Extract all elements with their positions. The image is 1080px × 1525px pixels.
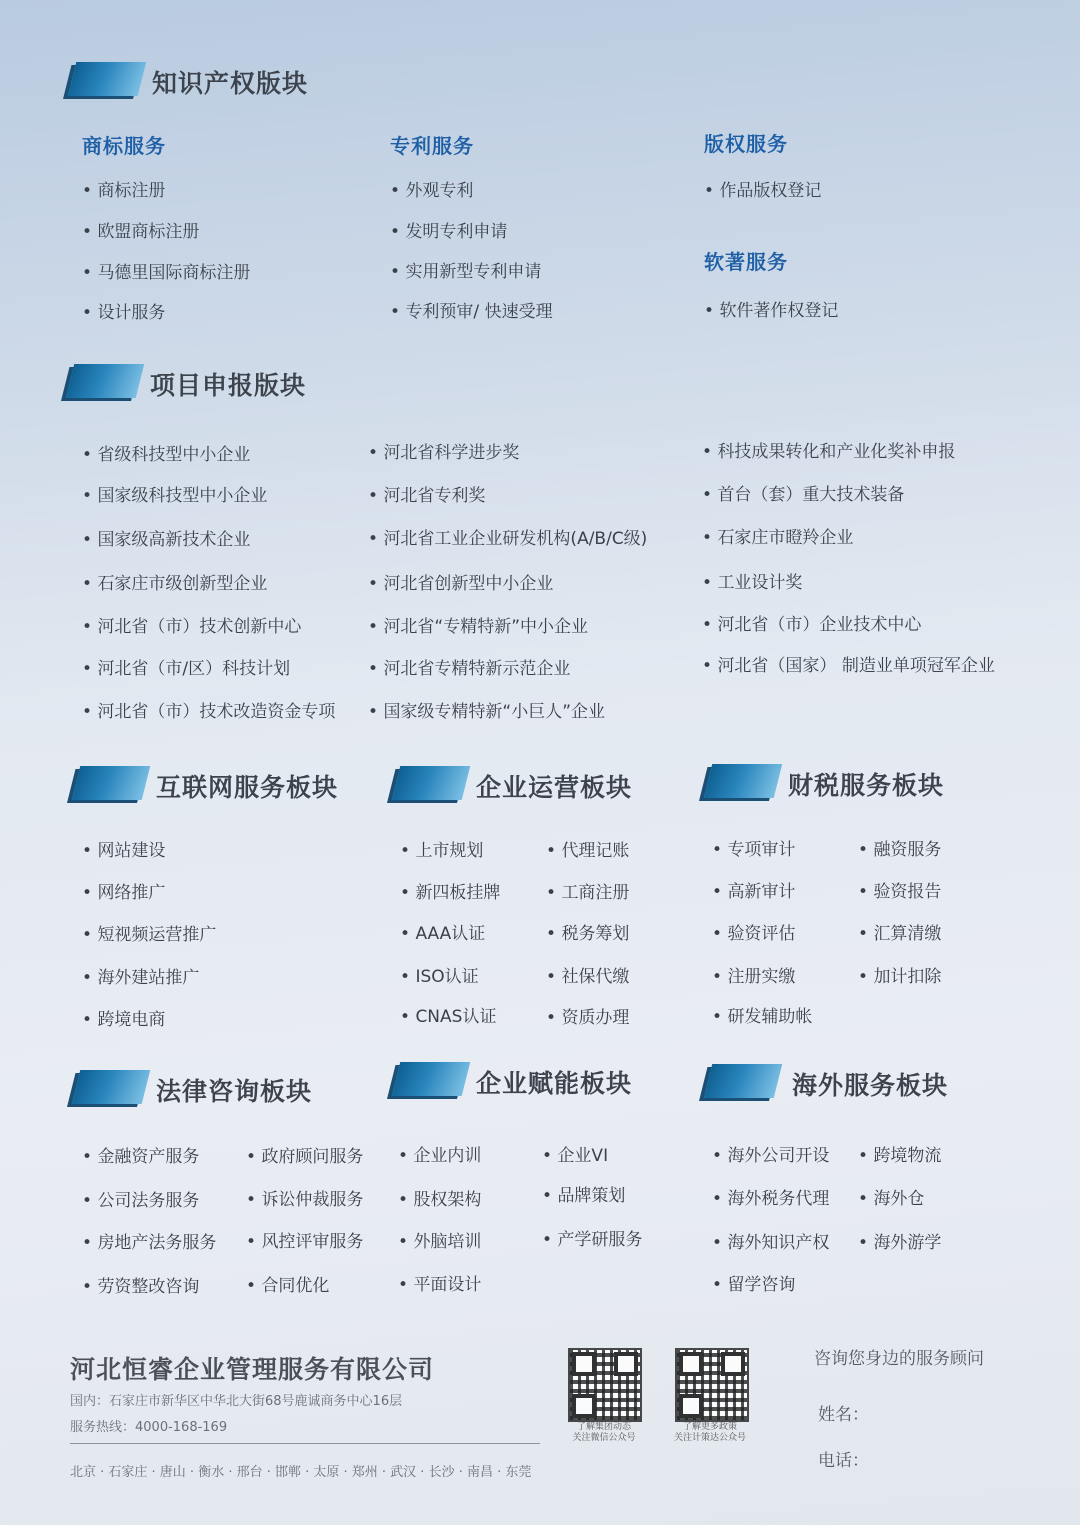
subsection-title-software: 软著服务 xyxy=(704,250,788,274)
qr-caption-policy: 了解更多政策 关注计策达公众号 xyxy=(673,1422,746,1443)
section-title: 企业运营板块 xyxy=(476,773,633,802)
section-title: 海外服务板块 xyxy=(792,1071,949,1100)
list-item: • 验资报告 xyxy=(858,877,941,902)
list-item: • 海外税务代理 xyxy=(712,1184,829,1209)
list-item: • 河北省（市/区）科技计划 xyxy=(82,654,290,679)
list-item: • 股权架构 xyxy=(398,1185,481,1210)
list-item: • 代理记账 xyxy=(546,836,629,861)
list-item: • 跨境物流 xyxy=(858,1141,941,1166)
list-item: • 工商注册 xyxy=(546,878,629,903)
list-item: • 设计服务 xyxy=(82,298,165,323)
list-item: • 科技成果转化和产业化奖补申报 xyxy=(702,437,955,462)
list-item: • 发明专利申请 xyxy=(390,217,507,242)
list-item: • 留学咨询 xyxy=(712,1270,795,1295)
section-banner-icon xyxy=(392,766,470,800)
section-title: 财税服务板块 xyxy=(788,771,945,800)
section-banner-icon xyxy=(704,1064,782,1098)
list-item: • 实用新型专利申请 xyxy=(390,257,541,282)
list-item: • 劳资整改咨询 xyxy=(82,1272,199,1297)
section-title: 互联网服务板块 xyxy=(156,773,339,802)
list-item: • AAA认证 xyxy=(400,919,485,944)
section-banner-icon xyxy=(66,364,144,398)
list-item: • 海外游学 xyxy=(858,1228,941,1253)
list-item: • 海外知识产权 xyxy=(712,1228,829,1253)
list-item: • 河北省（市）企业技术中心 xyxy=(702,610,921,635)
list-item: • 平面设计 xyxy=(398,1270,481,1295)
list-item: • 河北省（市）技术改造资金专项 xyxy=(82,697,335,722)
list-item: • 企业VI xyxy=(542,1141,608,1166)
list-item: • 社保代缴 xyxy=(546,962,629,987)
list-item: • 研发辅助帐 xyxy=(712,1002,812,1027)
section-banner-icon xyxy=(68,62,146,96)
list-item: • 房地产法务服务 xyxy=(82,1228,216,1253)
list-item: • 商标注册 xyxy=(82,176,165,201)
qr-code-wechat[interactable] xyxy=(568,1348,642,1422)
subsection-title-copyright: 版权服务 xyxy=(704,132,788,156)
list-item: • 资质办理 xyxy=(546,1003,629,1028)
list-item: • 跨境电商 xyxy=(82,1005,165,1030)
list-item: • 海外公司开设 xyxy=(712,1141,829,1166)
qr-code-policy[interactable] xyxy=(675,1348,749,1422)
list-item: • 注册实缴 xyxy=(712,962,795,987)
list-item: • 汇算清缴 xyxy=(858,919,941,944)
company-address: 国内：石家庄市新华区中华北大街68号鹿诚商务中心16层 xyxy=(70,1394,403,1409)
subsection-title-patent: 专利服务 xyxy=(390,134,474,158)
list-item: • 验资评估 xyxy=(712,919,795,944)
list-item: • 税务筹划 xyxy=(546,919,629,944)
consult-advisor-label: 咨询您身边的服务顾问 xyxy=(814,1349,984,1369)
list-item: • 作品版权登记 xyxy=(704,176,821,201)
service-hotline: 服务热线：4000-168-169 xyxy=(70,1420,228,1435)
list-item: • 河北省科学进步奖 xyxy=(368,438,519,463)
list-item: • 政府顾问服务 xyxy=(246,1142,363,1167)
list-item: • 融资服务 xyxy=(858,835,941,860)
list-item: • 软件著作权登记 xyxy=(704,296,838,321)
list-item: • 新四板挂牌 xyxy=(400,878,500,903)
list-item: • CNAS认证 xyxy=(400,1002,496,1027)
subsection-title-trademark: 商标服务 xyxy=(82,134,166,158)
footer-divider xyxy=(70,1443,540,1444)
list-item: • 高新审计 xyxy=(712,877,795,902)
list-item: • 海外仓 xyxy=(858,1184,924,1209)
section-banner-icon xyxy=(72,766,150,800)
city-list: 北京 · 石家庄 · 唐山 · 衡水 · 邢台 · 邯郸 · 太原 · 郑州 · 武汉 · 长沙 · 南昌 · 东莞 xyxy=(70,1465,532,1480)
section-banner-icon xyxy=(72,1070,150,1104)
list-item: • 河北省专利奖 xyxy=(368,481,485,506)
list-item: • 河北省“专精特新”中小企业 xyxy=(368,612,588,637)
list-item: • 风控评审服务 xyxy=(246,1227,363,1252)
list-item: • 海外建站推广 xyxy=(82,963,199,988)
list-item: • 金融资产服务 xyxy=(82,1142,199,1167)
list-item: • 短视频运营推广 xyxy=(82,920,216,945)
list-item: • 河北省专精特新示范企业 xyxy=(368,654,570,679)
section-banner-icon xyxy=(704,764,782,798)
section-title: 知识产权版块 xyxy=(152,69,309,98)
list-item: • 河北省（国家） 制造业单项冠军企业 xyxy=(702,651,995,676)
list-item: • 合同优化 xyxy=(246,1271,329,1296)
list-item: • 河北省工业企业研发机构(A/B/C级) xyxy=(368,524,647,549)
name-label: 姓名： xyxy=(818,1405,869,1425)
section-banner-icon xyxy=(392,1062,470,1096)
list-item: • 国家级科技型中小企业 xyxy=(82,481,267,506)
list-item: • 品牌策划 xyxy=(542,1181,625,1206)
list-item: • 省级科技型中小企业 xyxy=(82,440,250,465)
list-item: • 加计扣除 xyxy=(858,962,941,987)
list-item: • 欧盟商标注册 xyxy=(82,217,199,242)
phone-label: 电话： xyxy=(818,1451,869,1471)
list-item: • 工业设计奖 xyxy=(702,568,802,593)
list-item: • 专项审计 xyxy=(712,835,795,860)
list-item: • 网络推广 xyxy=(82,878,165,903)
list-item: • 网站建设 xyxy=(82,836,165,861)
list-item: • 专利预审/ 快速受理 xyxy=(390,297,553,322)
list-item: • 国家级高新技术企业 xyxy=(82,525,250,550)
list-item: • 外脑培训 xyxy=(398,1227,481,1252)
list-item: • 石家庄市级创新型企业 xyxy=(82,569,267,594)
list-item: • 诉讼仲裁服务 xyxy=(246,1185,363,1210)
list-item: • 公司法务服务 xyxy=(82,1186,199,1211)
list-item: • 企业内训 xyxy=(398,1141,481,1166)
list-item: • 外观专利 xyxy=(390,176,473,201)
list-item: • ISO认证 xyxy=(400,962,479,987)
section-title: 企业赋能板块 xyxy=(476,1069,633,1098)
section-title: 法律咨询板块 xyxy=(156,1077,313,1106)
list-item: • 首台（套）重大技术装备 xyxy=(702,480,904,505)
qr-caption-wechat: 了解集团动态 关注微信公众号 xyxy=(572,1422,636,1443)
list-item: • 产学研服务 xyxy=(542,1225,642,1250)
company-name: 河北恒睿企业管理服务有限公司 xyxy=(70,1355,435,1384)
list-item: • 上市规划 xyxy=(400,836,483,861)
list-item: • 河北省创新型中小企业 xyxy=(368,569,553,594)
list-item: • 河北省（市）技术创新中心 xyxy=(82,612,301,637)
list-item: • 马德里国际商标注册 xyxy=(82,258,250,283)
list-item: • 石家庄市瞪羚企业 xyxy=(702,523,853,548)
list-item: • 国家级专精特新“小巨人”企业 xyxy=(368,697,605,722)
section-title: 项目申报版块 xyxy=(150,371,307,400)
